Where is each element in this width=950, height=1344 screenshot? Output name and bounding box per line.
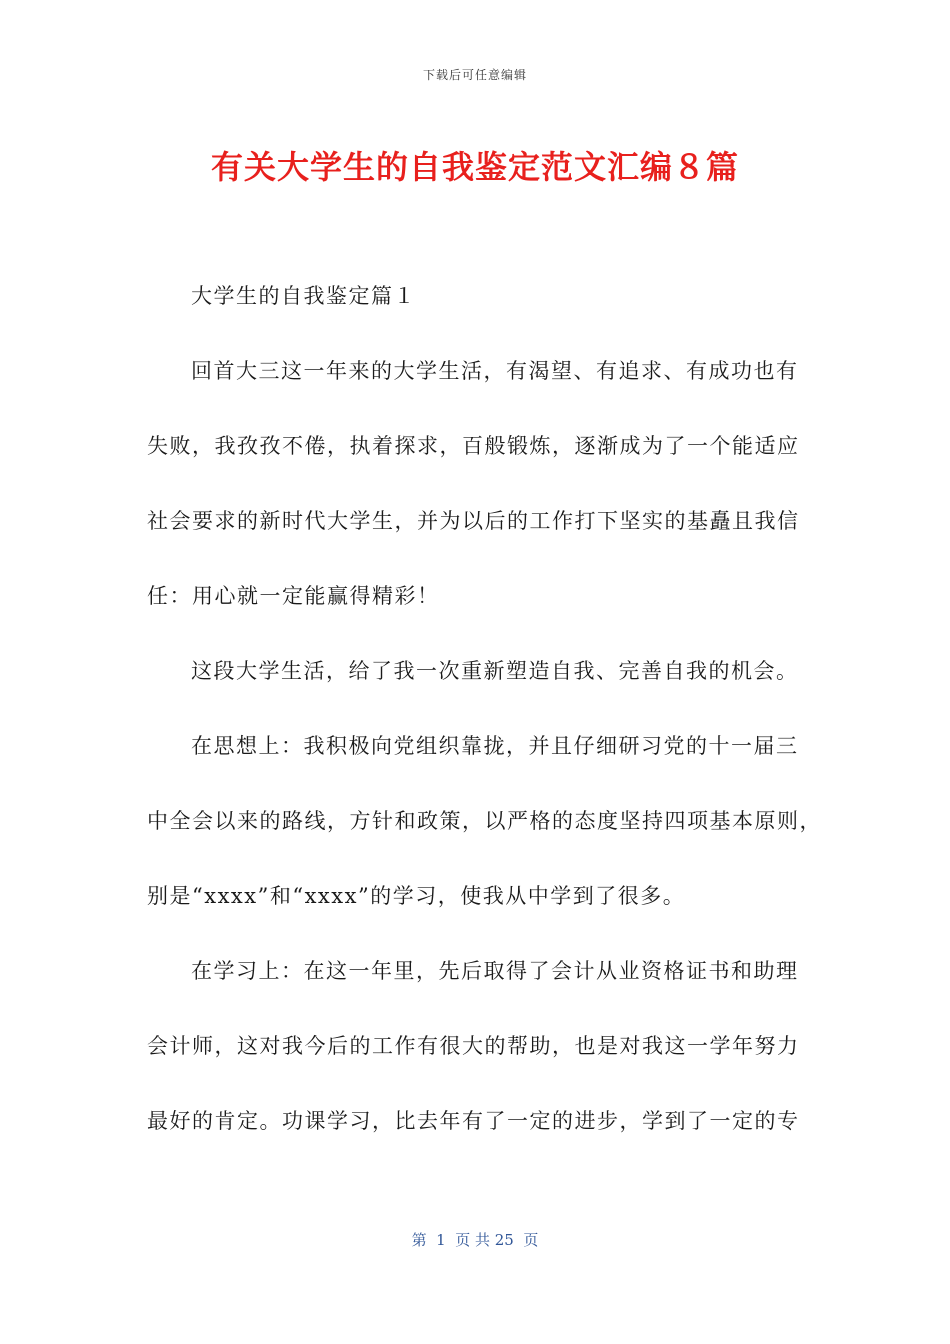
page-header-note: 下载后可任意编辑	[422, 68, 527, 82]
document-body	[147, 278, 822, 1178]
paragraph-line: 会计师，这对我今后的工作有很大的帮助，也是对我这一学年努力	[147, 1034, 800, 1058]
paragraph-line: 最好的肯定。功课学习，比去年有了一定的进步，学到了一定的专	[147, 1109, 800, 1133]
paragraph-line: 失败，我孜孜不倦，执着探求，百般锻炼，逐渐成为了一个能适应	[147, 434, 800, 458]
paragraph-line: 社会要求的新时代大学生，并为以后的工作打下坚实的基矗且我信	[147, 509, 800, 533]
paragraph-line: 中全会以来的路线，方针和政策，以严格的态度坚持四项基本原则，	[147, 809, 822, 833]
paragraph-line: 别是“xxxx”和“xxxx”的学习，使我从中学到了很多。	[147, 884, 686, 908]
paragraph-line: 在学习上：在这一年里，先后取得了会计从业资格证书和助理	[191, 959, 799, 983]
paragraph-line: 回首大三这一年来的大学生活，有渴望、有追求、有成功也有	[191, 359, 799, 383]
document-title: 有关大学生的自我鉴定范文汇编８篇	[210, 148, 739, 186]
paragraph-line: 在思想上：我积极向党组织靠拢，并且仔细研习党的十一届三	[191, 734, 799, 758]
section-heading: 大学生的自我鉴定篇１	[191, 284, 416, 308]
page-number-footer: 第 1 页 共 25 页	[411, 1231, 539, 1249]
paragraph-line: 这段大学生活，给了我一次重新塑造自我、完善自我的机会。	[191, 659, 799, 683]
paragraph-line: 任：用心就一定能赢得精彩！	[147, 584, 440, 608]
